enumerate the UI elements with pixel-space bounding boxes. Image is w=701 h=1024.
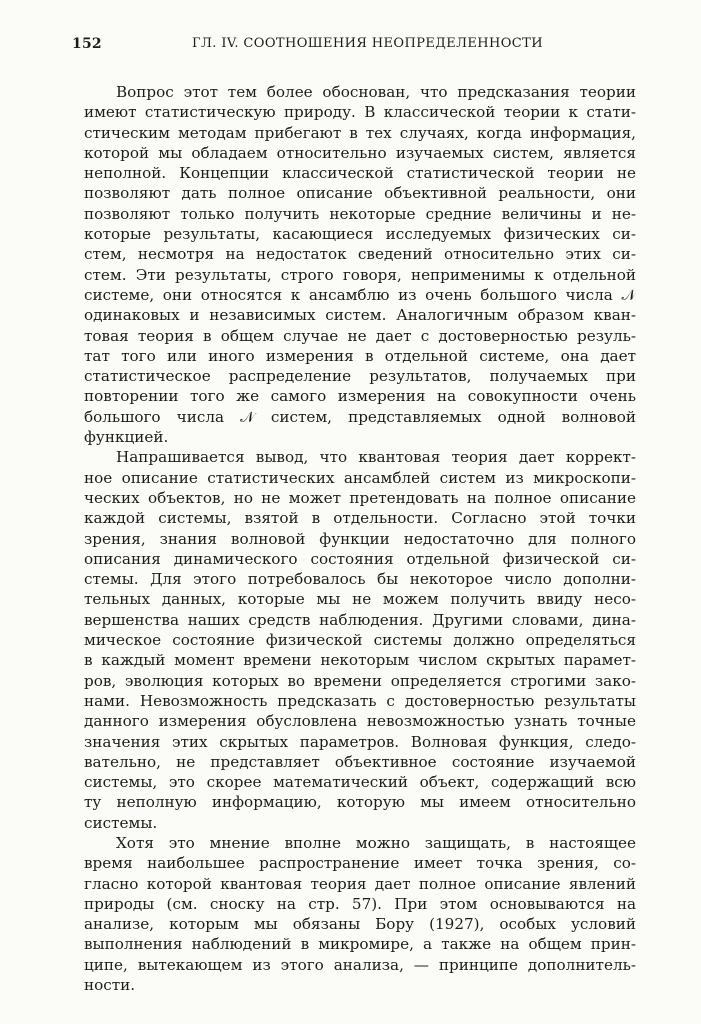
- text-line: вершенства наших средств наблюдения. Другими словами, дина-: [84, 610, 636, 629]
- text-line: вательно, не представляет объективное состояние изучаемой: [84, 752, 636, 771]
- text-line: каждой системы, взятой в отдельности. Согласно этой точки: [84, 509, 636, 528]
- text-line: имеют статистическую природу. В классической теории к стати-: [84, 103, 636, 122]
- paragraph: [84, 82, 636, 447]
- text-line: данного измерения обусловлена невозможностью узнать точные: [84, 712, 636, 731]
- text-line: Хотя это мнение вполне можно защищать, в настоящее: [116, 833, 636, 852]
- text-line: большого числа 𝒩 систем, представляемых одной волновой: [84, 407, 636, 426]
- text-line: системы, это скорее математический объект, содержащий всю: [84, 773, 636, 792]
- text-line: позволяют только получить некоторые средние величины и не-: [84, 204, 636, 223]
- paragraph: [84, 447, 636, 833]
- text-line: в каждый момент времени некоторым числом скрытых парамет-: [84, 651, 636, 670]
- text-line: товая теория в общем случае не дает с достоверностью резуль-: [84, 326, 636, 345]
- text-line: тельных данных, которые мы не можем получить ввиду несо-: [84, 590, 636, 609]
- text-line: системе, они относятся к ансамблю из очень большого числа 𝒩: [84, 285, 636, 304]
- text-line: природы (см. сноску на стр. 57). При этом основываются на: [84, 894, 636, 913]
- text-line: которые результаты, касающиеся исследуемых физических си-: [84, 225, 636, 244]
- text-line: время наибольшее распространение имеет точка зрения, со-: [84, 854, 636, 873]
- text-line: ности.: [84, 976, 136, 995]
- text-line: стемы. Для этого потребовалось бы некоторое число дополни-: [84, 570, 636, 589]
- text-line: Напрашивается вывод, что квантовая теория дает коррект-: [116, 448, 636, 467]
- text-line: нами. Невозможность предсказать с достоверностью результаты: [84, 691, 636, 710]
- paragraph: [84, 833, 636, 995]
- text-line: системы.: [84, 813, 158, 832]
- text-line: стем. Эти результаты, строго говоря, неприменимы к отдельной: [84, 265, 636, 284]
- text-line: гласно которой квантовая теория дает полное описание явлений: [84, 874, 636, 893]
- text-line: значения этих скрытых параметров. Волновая функция, следо-: [84, 732, 636, 751]
- text-line: статистическое распределение результатов, получаемых при: [84, 367, 636, 386]
- page-number: 152: [72, 36, 102, 52]
- text-line: зрения, знания волновой функции недостаточно для полного: [84, 529, 636, 548]
- text-line: одинаковых и независимых систем. Аналогичным образом кван-: [84, 306, 636, 325]
- text-line: которой мы обладаем относительно изучаемых систем, является: [84, 143, 636, 162]
- text-line: ту неполную информацию, которую мы имеем относительно: [84, 793, 636, 812]
- body-text: [84, 82, 636, 995]
- text-line: ное описание статистических ансамблей систем из микроскопи-: [84, 468, 636, 487]
- text-line: анализе, которым мы обязаны Бору (1927), особых условий: [84, 915, 636, 934]
- text-line: неполной. Концепции классической статистической теории не: [84, 164, 636, 183]
- text-line: стем, несмотря на недостаток сведений относительно этих си-: [84, 245, 636, 264]
- running-head: ГЛ. IV. СООТНОШЕНИЯ НЕОПРЕДЕЛЕННОСТИ: [192, 36, 543, 51]
- text-line: ципе, вытекающем из этого анализа, — принципе дополнитель-: [84, 955, 636, 974]
- text-line: позволяют дать полное описание объективной реальности, они: [84, 184, 636, 203]
- text-line: функцией.: [84, 428, 169, 447]
- text-line: стическим методам прибегают в тех случаях, когда информация,: [84, 123, 636, 142]
- text-line: повторении того же самого измерения на совокупности очень: [84, 387, 636, 406]
- text-line: выполнения наблюдений в микромире, а также на общем прин-: [84, 935, 636, 954]
- text-line: описания динамического состояния отдельной физической си-: [84, 549, 636, 568]
- text-line: мическое состояние физической системы должно определяться: [84, 631, 636, 650]
- text-line: Вопрос этот тем более обоснован, что предсказания теории: [116, 83, 636, 101]
- text-line: ров, эволюция которых во времени определяется строгими зако-: [84, 671, 636, 690]
- text-line: ческих объектов, но не может претендовать на полное описание: [84, 488, 636, 507]
- text-line: тат того или иного измерения в отдельной системе, она дает: [84, 346, 636, 365]
